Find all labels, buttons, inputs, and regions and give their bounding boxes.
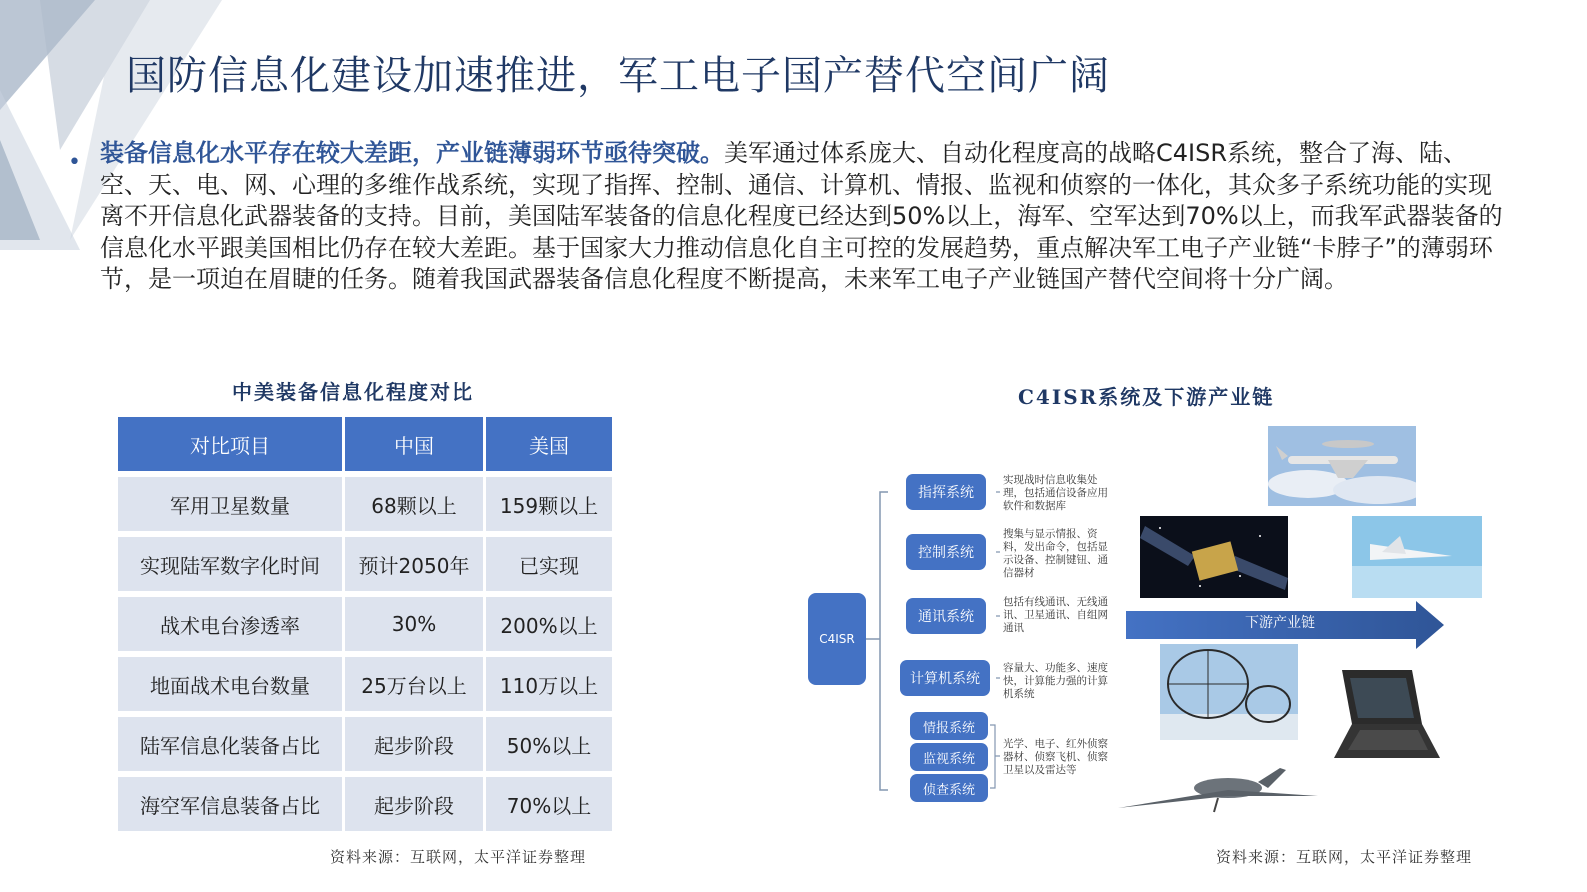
diagram-caption: C4ISR系统及下游产业链 [1018,385,1275,409]
table-cell: 30% [345,597,486,657]
table-cell: 70%以上 [486,777,612,837]
header-cell: 中国 [345,417,486,477]
table-cell: 200%以上 [486,597,612,657]
intro-bold-lead: 装备信息化水平存在较大差距，产业链薄弱环节亟待突破。 [100,139,724,167]
c4isr-diagram [800,420,1500,840]
page-title: 国防信息化建设加速推进，军工电子国产替代空间广阔 [126,53,1110,99]
table-cell: 已实现 [486,537,612,597]
table-row [118,477,612,537]
desc-computer: 容量大、功能多、速度快，计算能力强的计算机系统 [1003,662,1108,700]
system-control: 控制系统 [906,534,986,570]
table-cell: 海空军信息装备占比 [118,777,345,837]
system-intelligence: 情报系统 [910,712,988,740]
intro-paragraph [100,138,1510,296]
table-cell: 起步阶段 [345,777,486,837]
table-cell: 159颗以上 [486,477,612,537]
table-source-note: 资料来源：互联网，太平洋证券整理 [330,848,587,866]
system-computer: 计算机系统 [900,660,990,696]
table-row [118,597,612,657]
table-cell: 68颗以上 [345,477,486,537]
table-cell: 25万台以上 [345,657,486,717]
table-cell: 50%以上 [486,717,612,777]
comparison-table [118,417,612,837]
table-cell: 军用卫星数量 [118,477,345,537]
awacs-plane-image [1268,426,1416,506]
table-cell: 110万以上 [486,657,612,717]
table-row [118,657,612,717]
table-cell: 起步阶段 [345,717,486,777]
table-header-row [118,417,612,477]
system-surveillance: 监视系统 [910,743,988,771]
table-cell: 战术电台渗透率 [118,597,345,657]
header-cell: 对比项目 [118,417,345,477]
desc-control: 搜集与显示情报、资料，发出命令，包括显示设备、控制键钮、通信器材 [1003,528,1108,579]
table-cell: 预计2050年 [345,537,486,597]
desc-command: 实现战时信息收集处理，包括通信设备应用软件和数据库 [1003,474,1108,512]
table-row [118,717,612,777]
desc-communication: 包括有线通讯、无线通讯、卫星通讯、自组网通讯 [1003,596,1108,634]
desc-recon-group: 光学、电子、红外侦察器材、侦察飞机、侦察卫星以及雷达等 [1003,738,1108,776]
table-row [118,537,612,597]
missile-image [1352,516,1482,598]
system-reconnaissance: 侦查系统 [910,774,988,802]
table-cell: 实现陆军数字化时间 [118,537,345,597]
header-cell: 美国 [486,417,612,477]
table-row [118,777,612,837]
table-cell: 地面战术电台数量 [118,657,345,717]
downstream-arrow-label: 下游产业链 [1245,615,1315,631]
table-cell: 陆军信息化装备占比 [118,717,345,777]
satellite-dish-image [1160,644,1298,740]
satellite-image [1140,516,1288,598]
c4isr-root-node: C4ISR [808,593,866,685]
table-caption: 中美装备信息化程度对比 [232,380,474,404]
bullet-marker: • [68,150,81,175]
rugged-laptop-image [1314,662,1448,774]
system-command: 指挥系统 [906,474,986,510]
drone-image [1118,760,1318,830]
diagram-source-note: 资料来源：互联网，太平洋证券整理 [1216,848,1473,866]
system-communication: 通讯系统 [906,598,986,634]
intro-body: 美军通过体系庞大、自动化程度高的战略C4ISR系统，整合了海、陆、空、天、电、网、心理的多维作战系统，实现了指挥、控制、通信、计算机、情报、监视和侦察的一体化，其众多子系统功能的实现离不开信息化武器装备的支持。目前，美国陆军装备的信息化程度已经达到50%以上，海军、空军达到70%以上，而我军武器装备的信息化水平跟美国相比仍存在较大差距。基于国家大力推动信息化自主可控的发展趋势，重点解决军工电子产业链“卡脖子”的薄弱环节，是一项迫在眉睫的任务。随着我国武器装备信息化程度不断提高，未来军工电子产业链国产替代空间将十分广阔。 [100,139,1503,293]
